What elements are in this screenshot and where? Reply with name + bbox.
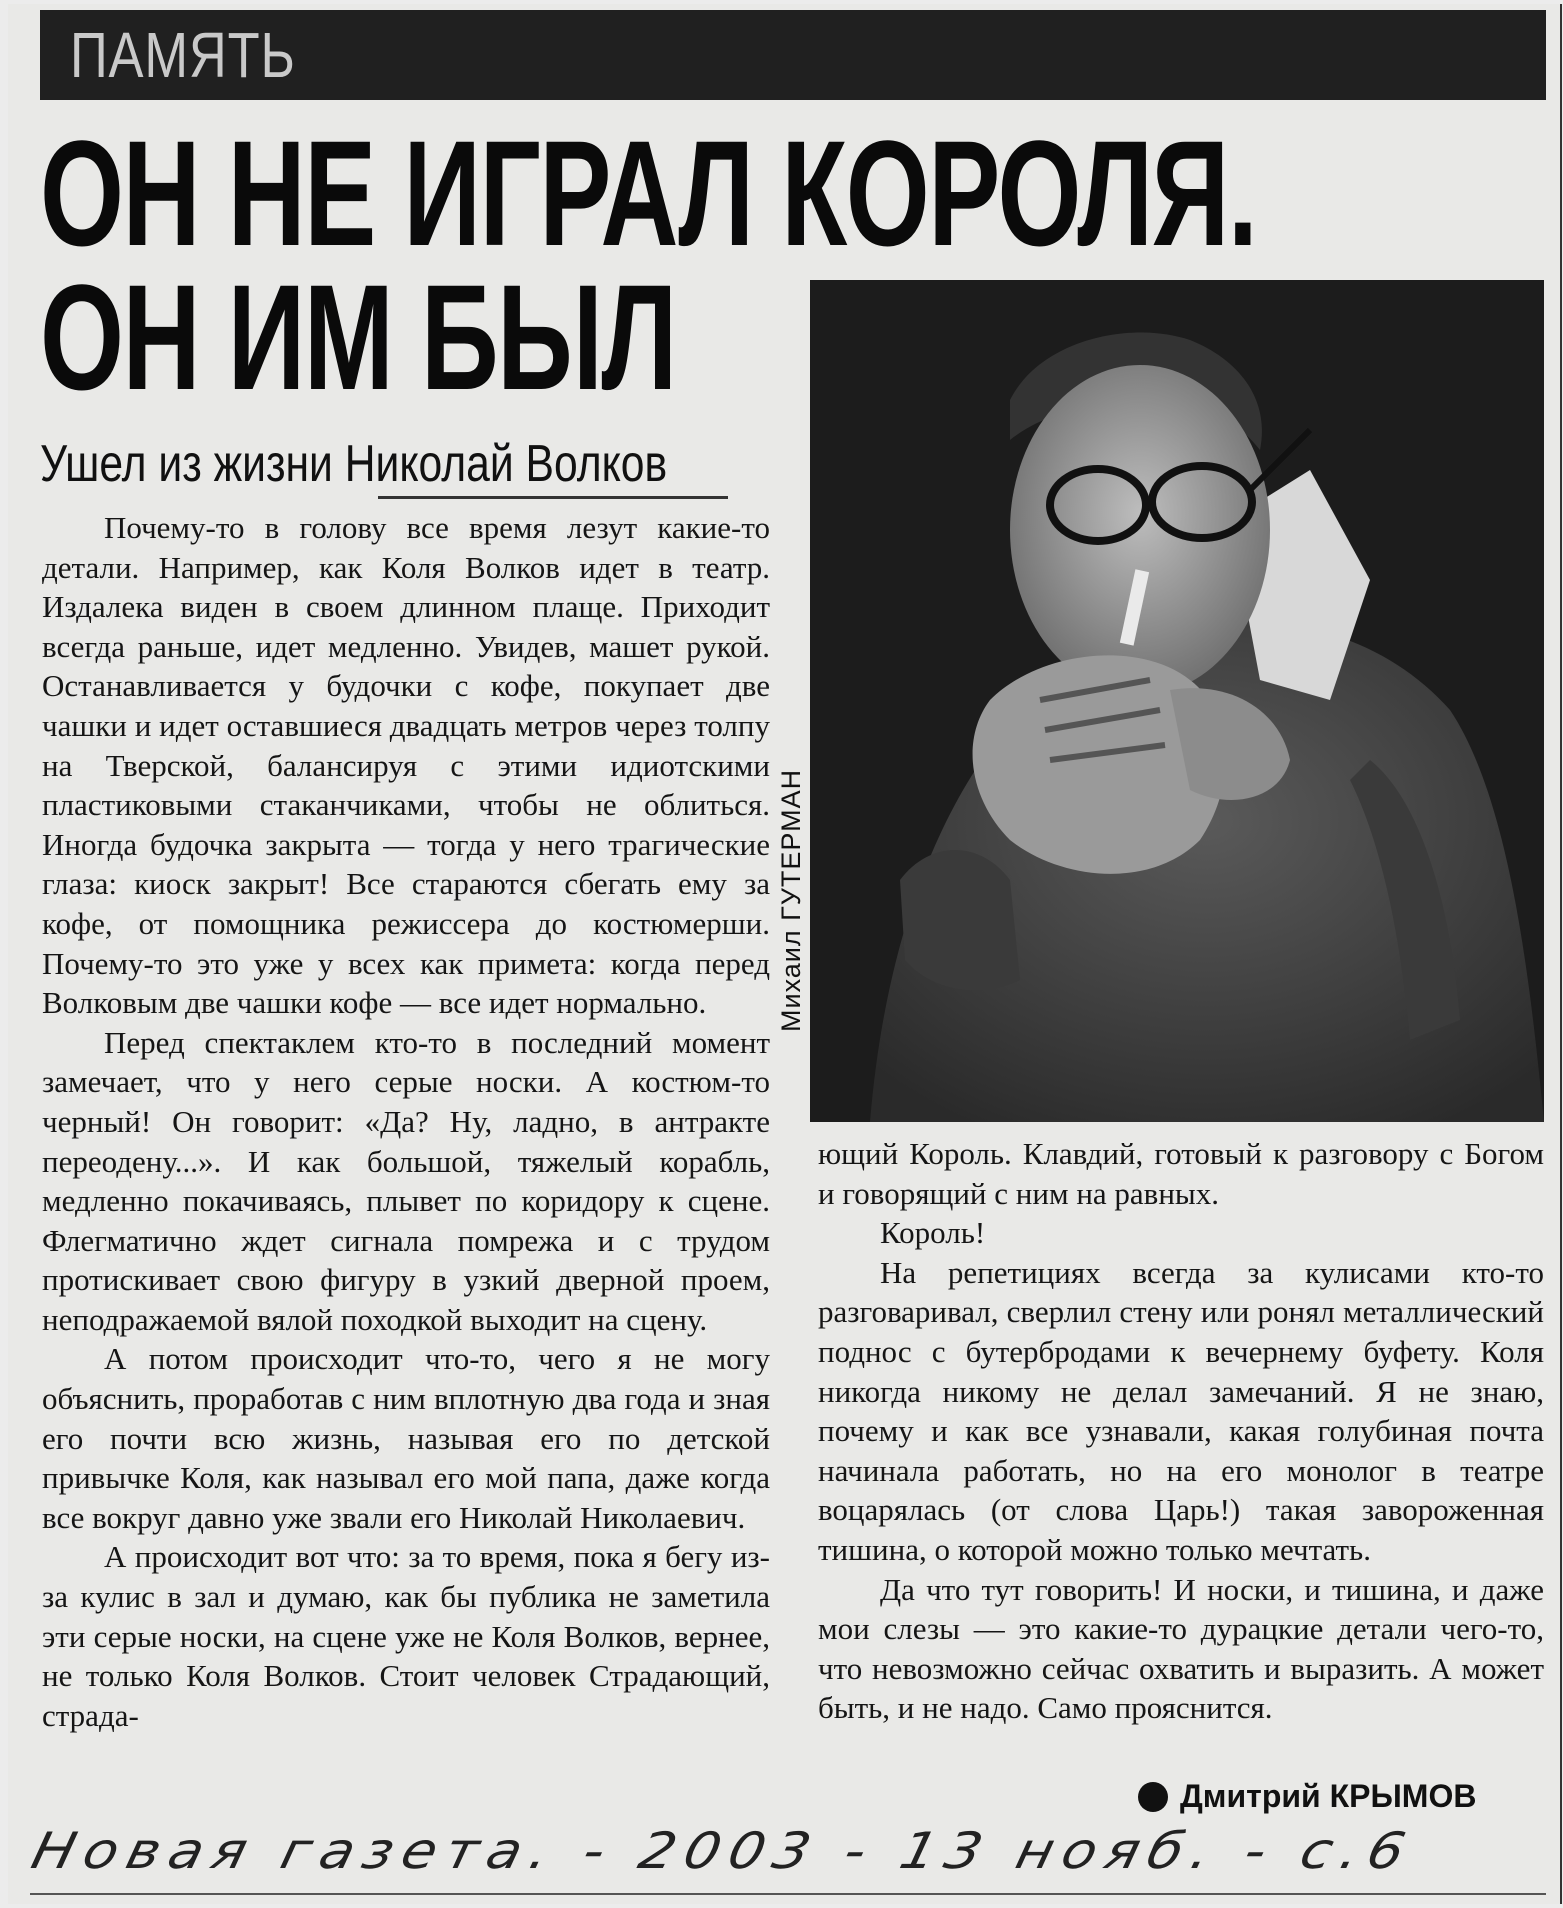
photo-credit: Михаил ГУТЕРМАН — [776, 768, 806, 1032]
article-paragraph: Да что тут говорить! И носки, и тишина, и даже мои слезы — это какие-то дурацкие детали чего-то, что невозможно сейчас охватить и выразить. А может быть, и не надо. Само прояснится. — [818, 1571, 1544, 1726]
author-name: Дмитрий КРЫМОВ — [1180, 1778, 1477, 1814]
portrait-illustration — [810, 280, 1544, 1122]
bottom-rule — [30, 1893, 1546, 1895]
article-body-left-column — [42, 508, 770, 1735]
headline-line-1: ОН НЕ ИГРАЛ КОРОЛЯ. — [40, 109, 1257, 277]
article-paragraph: А происходит вот что: за то время, пока я бегу из-за кулис в зал и думаю, как бы публика не заметила эти серые носки, на сцене уже не Коля Волков, вернее, не только Коля Волков. Стоит человек Страдающий, страда- — [42, 1539, 770, 1733]
headline-line-2: ОН ИМ БЫЛ — [40, 253, 676, 421]
article-paragraph: ющий Король. Клавдий, готовый к разговору с Богом и говорящий с ним на равных. — [818, 1136, 1544, 1211]
author-byline — [1138, 1778, 1476, 1815]
article-paragraph: А потом происходит что-то, чего я не могу объяснить, проработав с ним вплотную два года и зная его почти всю жизнь, называя его по детской привычке Коля, как называл его мой папа, даже когда все вокруг давно уже звали его Николай Николаевич. — [42, 1341, 770, 1535]
portrait-photo — [810, 280, 1544, 1122]
article-paragraph: На репетициях всегда за кулисами кто-то разговаривал, сверлил стену или ронял металлический поднос с бутербродами к вечернему буфету. Коля никогда никому не делал замечаний. Я не знаю, почему и как все узнавали, какая голубиная почта начинала работать, но на его монолог в театре воцарялась (от слова Царь!) такая завороженная тишина, о которой можно только мечтать. — [818, 1254, 1544, 1567]
subheadline-underline — [378, 496, 728, 499]
article-paragraph: Почему-то в голову все время лезут какие-то детали. Например, как Коля Волков идет в театр. Издалека виден в своем длинном плаще. Приходит всегда раньше, идет медленно. Увидев, машет рукой. Останавливается у будочки с кофе, покупает две чашки и идет оставшиеся двадцать метров через толпу на Тверской, балансируя с этими идиотскими пластиковыми стаканчиками, чтобы не облиться. Иногда будочка закрыта — тогда у него трагические глаза: киоск закрыт! Все стараются сбегать ему за кофе, от помощника режиссера до костюмерши. Почему-то это уже у всех как примета: когда перед Волковым две чашки кофе — все идет нормально. — [42, 510, 770, 1021]
bullet-icon — [1138, 1782, 1168, 1812]
rubric-label: ПАМЯТЬ — [70, 19, 296, 91]
rubric-bar — [40, 10, 1546, 100]
article-body-right-column — [818, 1134, 1544, 1728]
handwritten-source-note: Новая газета. - 2003 - 13 нояб. - с.6 — [26, 1822, 1420, 1880]
subheadline: Ушел из жизни Николай Волков — [40, 435, 668, 493]
article-paragraph: Король! — [880, 1215, 986, 1251]
article-paragraph: Перед спектаклем кто-то в последний момент замечает, что у него серые носки. А костюм-то черный! Он говорит: «Да? Ну, ладно, в антракте переодену...». И как большой, тяжелый корабль, медленно покачиваясь, плывет по коридору к сцене. Флегматично ждет сигнала помрежа и с трудом протискивает свою фигуру в узкий дверной проем, неподражаемой вялой походкой выходит на сцену. — [42, 1024, 770, 1337]
